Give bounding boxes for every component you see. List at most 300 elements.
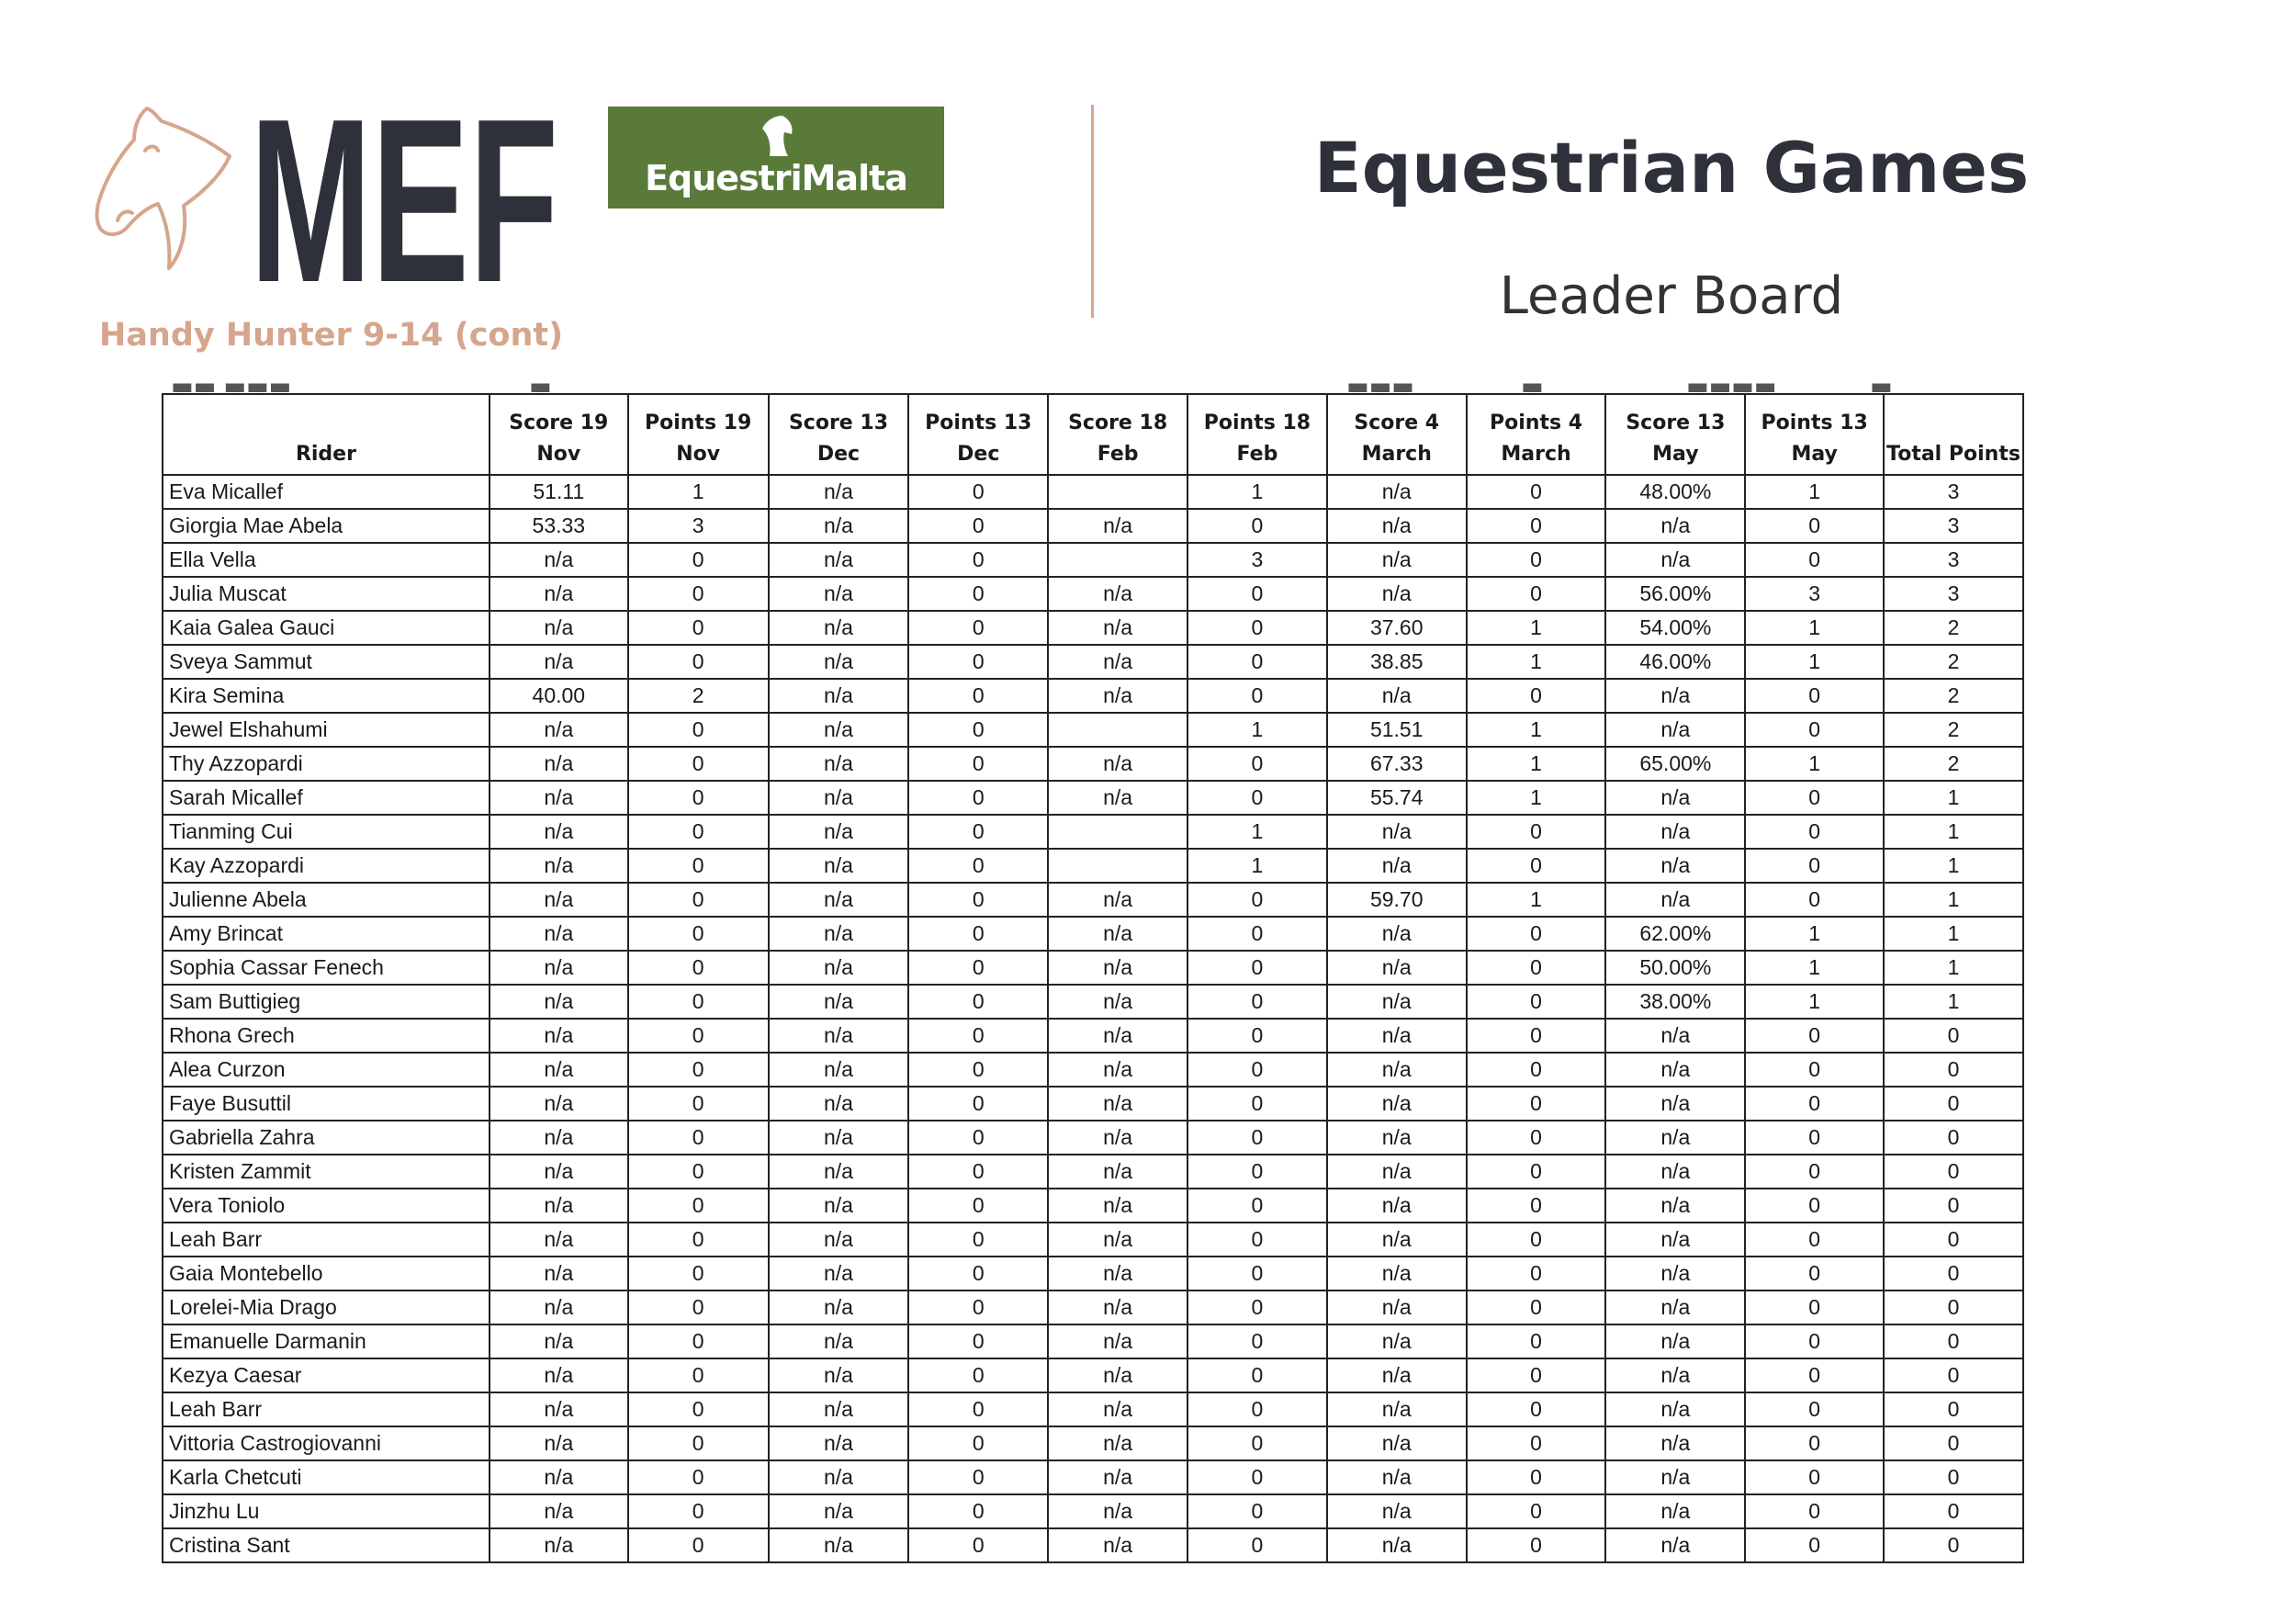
score-cell: n/a bbox=[1605, 679, 1745, 713]
table-row bbox=[163, 815, 2023, 849]
score-cell: 0 bbox=[1745, 1324, 1884, 1358]
score-cell: 0 bbox=[1467, 1223, 1606, 1257]
score-cell: n/a bbox=[1605, 713, 1745, 747]
score-cell: 0 bbox=[908, 951, 1048, 985]
score-cell: 0 bbox=[1467, 475, 1606, 509]
rider-name-cell: Vera Toniolo bbox=[163, 1189, 490, 1223]
score-cell: n/a bbox=[490, 781, 628, 815]
score-cell: 0 bbox=[908, 1358, 1048, 1392]
score-cell: n/a bbox=[1327, 475, 1467, 509]
score-cell: 0 bbox=[1884, 1426, 2023, 1460]
score-cell: n/a bbox=[1048, 1087, 1187, 1121]
score-cell: n/a bbox=[490, 1460, 628, 1494]
score-cell: 0 bbox=[908, 917, 1048, 951]
score-cell: 0 bbox=[1187, 781, 1327, 815]
score-cell: 1 bbox=[1745, 985, 1884, 1019]
score-cell: 0 bbox=[628, 781, 769, 815]
rider-name-cell: Gabriella Zahra bbox=[163, 1121, 490, 1155]
score-cell: 0 bbox=[628, 1426, 769, 1460]
score-cell: 0 bbox=[1467, 1494, 1606, 1528]
rider-name-cell: Julienne Abela bbox=[163, 883, 490, 917]
rider-name-cell: Thy Azzopardi bbox=[163, 747, 490, 781]
score-cell: 0 bbox=[1467, 1392, 1606, 1426]
score-cell: n/a bbox=[1605, 1189, 1745, 1223]
score-cell: 0 bbox=[628, 1528, 769, 1562]
score-cell: n/a bbox=[1048, 781, 1187, 815]
score-cell: 0 bbox=[1187, 1189, 1327, 1223]
rider-name-cell: Cristina Sant bbox=[163, 1528, 490, 1562]
score-cell: 1 bbox=[1187, 475, 1327, 509]
score-cell: n/a bbox=[1605, 1460, 1745, 1494]
score-cell: 51.11 bbox=[490, 475, 628, 509]
score-cell: 0 bbox=[1187, 577, 1327, 611]
score-cell: 2 bbox=[1884, 713, 2023, 747]
score-cell: 0 bbox=[908, 985, 1048, 1019]
score-cell: 0 bbox=[1467, 1121, 1606, 1155]
score-cell: n/a bbox=[490, 713, 628, 747]
score-cell: n/a bbox=[769, 951, 909, 985]
table-row bbox=[163, 475, 2023, 509]
score-cell: n/a bbox=[490, 1426, 628, 1460]
score-cell: 0 bbox=[1884, 1528, 2023, 1562]
score-cell: n/a bbox=[490, 883, 628, 917]
rider-name-cell: Sophia Cassar Fenech bbox=[163, 951, 490, 985]
score-cell: n/a bbox=[1605, 1494, 1745, 1528]
score-cell: n/a bbox=[490, 985, 628, 1019]
brand-badge bbox=[608, 107, 944, 209]
score-cell: 62.00% bbox=[1605, 917, 1745, 951]
table-row bbox=[163, 1324, 2023, 1358]
score-cell: n/a bbox=[769, 1189, 909, 1223]
score-cell: n/a bbox=[490, 1291, 628, 1324]
rider-name-cell: Sveya Sammut bbox=[163, 645, 490, 679]
score-cell: 1 bbox=[1467, 781, 1606, 815]
score-cell: n/a bbox=[769, 1426, 909, 1460]
column-header: Score 18 Feb bbox=[1048, 394, 1187, 475]
score-cell: n/a bbox=[1048, 1358, 1187, 1392]
table-row bbox=[163, 1426, 2023, 1460]
score-cell: 0 bbox=[908, 679, 1048, 713]
score-cell: 1 bbox=[1187, 849, 1327, 883]
score-cell: 0 bbox=[908, 747, 1048, 781]
rider-name-cell: Amy Brincat bbox=[163, 917, 490, 951]
score-cell: 0 bbox=[1884, 1358, 2023, 1392]
score-cell: 0 bbox=[1467, 543, 1606, 577]
score-cell: n/a bbox=[1048, 1189, 1187, 1223]
score-cell: n/a bbox=[490, 1324, 628, 1358]
column-header: Points 13 Dec bbox=[908, 394, 1048, 475]
score-cell: n/a bbox=[1327, 1155, 1467, 1189]
score-cell: 0 bbox=[1187, 1087, 1327, 1121]
score-cell: 0 bbox=[1745, 1121, 1884, 1155]
column-header: Total Points bbox=[1884, 394, 2023, 475]
score-cell: n/a bbox=[769, 1019, 909, 1053]
score-cell: n/a bbox=[1327, 1121, 1467, 1155]
score-cell: 0 bbox=[1467, 509, 1606, 543]
score-cell: 3 bbox=[1884, 577, 2023, 611]
table-row bbox=[163, 1087, 2023, 1121]
score-cell: 0 bbox=[628, 1121, 769, 1155]
score-cell: n/a bbox=[1048, 611, 1187, 645]
score-cell: 0 bbox=[628, 1494, 769, 1528]
score-cell: 1 bbox=[1467, 713, 1606, 747]
score-cell: 1 bbox=[1884, 917, 2023, 951]
score-cell: n/a bbox=[1048, 577, 1187, 611]
score-cell: 0 bbox=[1187, 1223, 1327, 1257]
score-cell: 3 bbox=[1745, 577, 1884, 611]
score-cell: 0 bbox=[908, 1019, 1048, 1053]
score-cell: 0 bbox=[1467, 1019, 1606, 1053]
score-cell: 0 bbox=[628, 849, 769, 883]
score-cell: n/a bbox=[1048, 747, 1187, 781]
score-cell: 0 bbox=[1467, 1291, 1606, 1324]
score-cell: 2 bbox=[1884, 611, 2023, 645]
score-cell: 0 bbox=[628, 1223, 769, 1257]
score-cell: n/a bbox=[490, 1019, 628, 1053]
score-cell: n/a bbox=[1327, 543, 1467, 577]
score-cell: 0 bbox=[628, 747, 769, 781]
rider-name-cell: Lorelei-Mia Drago bbox=[163, 1291, 490, 1324]
table-row bbox=[163, 1392, 2023, 1426]
score-cell: 0 bbox=[908, 1392, 1048, 1426]
score-cell: n/a bbox=[769, 475, 909, 509]
score-cell: 0 bbox=[1884, 1257, 2023, 1291]
table-row bbox=[163, 1528, 2023, 1562]
score-cell: n/a bbox=[1605, 1087, 1745, 1121]
score-cell: 0 bbox=[1884, 1324, 2023, 1358]
score-cell: n/a bbox=[769, 1155, 909, 1189]
score-cell: 0 bbox=[1187, 1019, 1327, 1053]
score-cell: n/a bbox=[490, 951, 628, 985]
rider-name-cell: Rhona Grech bbox=[163, 1019, 490, 1053]
score-cell: 0 bbox=[1467, 951, 1606, 985]
score-cell: 0 bbox=[1467, 1460, 1606, 1494]
table-row bbox=[163, 645, 2023, 679]
score-cell: 0 bbox=[628, 611, 769, 645]
score-cell: n/a bbox=[769, 917, 909, 951]
score-cell: 0 bbox=[1467, 1155, 1606, 1189]
score-cell: 1 bbox=[1745, 475, 1884, 509]
score-cell: 0 bbox=[1467, 1528, 1606, 1562]
score-cell: 0 bbox=[1745, 1155, 1884, 1189]
score-cell: 0 bbox=[908, 815, 1048, 849]
score-cell: n/a bbox=[490, 543, 628, 577]
score-cell: n/a bbox=[1605, 1223, 1745, 1257]
score-cell: 0 bbox=[628, 951, 769, 985]
table-row bbox=[163, 1257, 2023, 1291]
score-cell: 1 bbox=[1745, 917, 1884, 951]
score-cell: n/a bbox=[490, 1087, 628, 1121]
column-header: Score 13 May bbox=[1605, 394, 1745, 475]
score-cell: 0 bbox=[628, 1087, 769, 1121]
table-row bbox=[163, 679, 2023, 713]
rider-name-cell: Giorgia Mae Abela bbox=[163, 509, 490, 543]
score-cell: n/a bbox=[1605, 1528, 1745, 1562]
rider-name-cell: Julia Muscat bbox=[163, 577, 490, 611]
score-cell: n/a bbox=[769, 747, 909, 781]
score-cell: 56.00% bbox=[1605, 577, 1745, 611]
score-cell: 0 bbox=[1467, 1053, 1606, 1087]
score-cell: 0 bbox=[1745, 1087, 1884, 1121]
score-cell: 0 bbox=[1187, 1291, 1327, 1324]
rider-name-cell: Karla Chetcuti bbox=[163, 1460, 490, 1494]
score-cell: n/a bbox=[1605, 1257, 1745, 1291]
score-cell: 0 bbox=[908, 577, 1048, 611]
score-cell: 0 bbox=[1187, 1392, 1327, 1426]
score-cell: 0 bbox=[628, 883, 769, 917]
score-cell: n/a bbox=[1048, 1121, 1187, 1155]
score-cell: 0 bbox=[908, 1494, 1048, 1528]
score-cell: n/a bbox=[1605, 1392, 1745, 1426]
score-cell: 0 bbox=[1745, 1494, 1884, 1528]
score-cell: n/a bbox=[1048, 1392, 1187, 1426]
brand-name: EquestriMalta bbox=[645, 158, 907, 198]
score-cell: n/a bbox=[490, 1257, 628, 1291]
page-title: Equestrian Games bbox=[1313, 127, 2030, 209]
score-cell: n/a bbox=[769, 645, 909, 679]
score-cell: 0 bbox=[1745, 713, 1884, 747]
table-row bbox=[163, 747, 2023, 781]
score-cell: n/a bbox=[490, 1392, 628, 1426]
score-cell: 1 bbox=[1884, 883, 2023, 917]
table-row bbox=[163, 1460, 2023, 1494]
score-cell: 0 bbox=[628, 1291, 769, 1324]
score-cell: 0 bbox=[1187, 1460, 1327, 1494]
score-cell: 0 bbox=[1187, 679, 1327, 713]
score-cell: 53.33 bbox=[490, 509, 628, 543]
rider-name-cell: Sarah Micallef bbox=[163, 781, 490, 815]
score-cell: 0 bbox=[628, 577, 769, 611]
score-cell: n/a bbox=[1048, 1528, 1187, 1562]
logo-text: MEF bbox=[250, 92, 558, 303]
score-cell: n/a bbox=[1605, 815, 1745, 849]
score-cell: n/a bbox=[1048, 1291, 1187, 1324]
score-cell: n/a bbox=[1048, 1257, 1187, 1291]
table-row bbox=[163, 883, 2023, 917]
score-cell: n/a bbox=[1605, 1291, 1745, 1324]
score-cell: n/a bbox=[1605, 1358, 1745, 1392]
score-cell: 0 bbox=[1467, 1426, 1606, 1460]
score-cell: n/a bbox=[490, 1358, 628, 1392]
score-cell: n/a bbox=[490, 611, 628, 645]
column-header: Points 4 March bbox=[1467, 394, 1606, 475]
score-cell: 0 bbox=[1745, 1528, 1884, 1562]
score-cell: n/a bbox=[769, 679, 909, 713]
score-cell: 0 bbox=[1467, 1189, 1606, 1223]
score-cell: n/a bbox=[769, 1494, 909, 1528]
score-cell: 0 bbox=[908, 611, 1048, 645]
page-subtitle: Leader Board bbox=[1499, 266, 1844, 326]
rider-name-cell: Gaia Montebello bbox=[163, 1257, 490, 1291]
score-cell: 0 bbox=[908, 1053, 1048, 1087]
score-cell: n/a bbox=[1605, 849, 1745, 883]
score-cell: 1 bbox=[1745, 951, 1884, 985]
rider-name-cell: Tianming Cui bbox=[163, 815, 490, 849]
score-cell: n/a bbox=[1327, 509, 1467, 543]
rider-name-cell: Vittoria Castrogiovanni bbox=[163, 1426, 490, 1460]
table-row bbox=[163, 1494, 2023, 1528]
score-cell: n/a bbox=[1048, 645, 1187, 679]
score-cell: 0 bbox=[1745, 1223, 1884, 1257]
rider-name-cell: Jinzhu Lu bbox=[163, 1494, 490, 1528]
score-cell: n/a bbox=[490, 577, 628, 611]
score-cell: 0 bbox=[1187, 1358, 1327, 1392]
score-cell: 0 bbox=[1467, 917, 1606, 951]
score-cell: 0 bbox=[1884, 1155, 2023, 1189]
score-cell: 3 bbox=[1884, 509, 2023, 543]
score-cell: 38.85 bbox=[1327, 645, 1467, 679]
table-row bbox=[163, 1189, 2023, 1223]
table-row bbox=[163, 1121, 2023, 1155]
score-cell: 0 bbox=[628, 815, 769, 849]
score-cell: n/a bbox=[1605, 509, 1745, 543]
rider-name-cell: Leah Barr bbox=[163, 1392, 490, 1426]
score-cell: 0 bbox=[1884, 1121, 2023, 1155]
score-cell: n/a bbox=[1327, 1392, 1467, 1426]
rider-name-cell: Kira Semina bbox=[163, 679, 490, 713]
score-cell: 0 bbox=[1187, 985, 1327, 1019]
score-cell: 0 bbox=[908, 1460, 1048, 1494]
table-row bbox=[163, 985, 2023, 1019]
score-cell: n/a bbox=[490, 815, 628, 849]
score-cell: 0 bbox=[1187, 611, 1327, 645]
score-cell: 0 bbox=[1467, 849, 1606, 883]
score-cell: 1 bbox=[1467, 883, 1606, 917]
score-cell: n/a bbox=[1048, 1460, 1187, 1494]
score-cell: 0 bbox=[628, 1392, 769, 1426]
score-cell: 40.00 bbox=[490, 679, 628, 713]
score-cell: n/a bbox=[769, 577, 909, 611]
score-cell: n/a bbox=[769, 1121, 909, 1155]
score-cell: 0 bbox=[908, 1189, 1048, 1223]
score-cell: 0 bbox=[1745, 543, 1884, 577]
table-row bbox=[163, 1223, 2023, 1257]
score-cell: n/a bbox=[769, 1223, 909, 1257]
score-cell: 0 bbox=[908, 1155, 1048, 1189]
score-cell: n/a bbox=[1048, 1223, 1187, 1257]
score-cell: n/a bbox=[1327, 1426, 1467, 1460]
table-row bbox=[163, 917, 2023, 951]
rider-name-cell: Kristen Zammit bbox=[163, 1155, 490, 1189]
score-cell: n/a bbox=[1605, 781, 1745, 815]
score-cell: n/a bbox=[1327, 917, 1467, 951]
score-cell: 0 bbox=[1745, 1019, 1884, 1053]
score-cell: n/a bbox=[769, 985, 909, 1019]
table-row bbox=[163, 1291, 2023, 1324]
score-cell: 67.33 bbox=[1327, 747, 1467, 781]
score-cell: 2 bbox=[1884, 679, 2023, 713]
score-cell: 0 bbox=[1467, 1324, 1606, 1358]
score-cell: 0 bbox=[628, 543, 769, 577]
score-cell: n/a bbox=[1048, 1053, 1187, 1087]
score-cell: n/a bbox=[769, 611, 909, 645]
column-header: Rider bbox=[163, 394, 490, 475]
score-cell bbox=[1048, 713, 1187, 747]
table-row bbox=[163, 1053, 2023, 1087]
column-header: Points 19 Nov bbox=[628, 394, 769, 475]
score-cell: n/a bbox=[769, 713, 909, 747]
score-cell: n/a bbox=[490, 1494, 628, 1528]
score-cell: 0 bbox=[908, 849, 1048, 883]
score-cell: n/a bbox=[490, 1155, 628, 1189]
score-cell: 0 bbox=[1187, 645, 1327, 679]
score-cell: 0 bbox=[628, 713, 769, 747]
score-cell: n/a bbox=[1048, 1324, 1187, 1358]
rider-name-cell: Leah Barr bbox=[163, 1223, 490, 1257]
score-cell: 0 bbox=[1467, 679, 1606, 713]
column-header: Score 4 March bbox=[1327, 394, 1467, 475]
score-cell: n/a bbox=[769, 1392, 909, 1426]
score-cell: 0 bbox=[908, 1121, 1048, 1155]
score-cell: 54.00% bbox=[1605, 611, 1745, 645]
score-cell: n/a bbox=[1048, 509, 1187, 543]
score-cell: 0 bbox=[1187, 1494, 1327, 1528]
table-row bbox=[163, 577, 2023, 611]
score-cell: 0 bbox=[908, 1324, 1048, 1358]
rider-name-cell: Eva Micallef bbox=[163, 475, 490, 509]
score-cell: 0 bbox=[908, 475, 1048, 509]
score-cell: n/a bbox=[490, 917, 628, 951]
score-cell: 0 bbox=[1745, 679, 1884, 713]
table-row bbox=[163, 1155, 2023, 1189]
score-cell: 2 bbox=[1884, 747, 2023, 781]
score-cell: 0 bbox=[1187, 1053, 1327, 1087]
score-cell: 0 bbox=[1187, 1324, 1327, 1358]
rider-name-cell: Kaia Galea Gauci bbox=[163, 611, 490, 645]
score-cell: n/a bbox=[769, 1324, 909, 1358]
score-cell: 0 bbox=[1884, 1019, 2023, 1053]
score-cell: 0 bbox=[1187, 1121, 1327, 1155]
score-cell: 0 bbox=[1187, 509, 1327, 543]
score-cell: n/a bbox=[1048, 951, 1187, 985]
score-cell: 0 bbox=[908, 1426, 1048, 1460]
score-cell: 0 bbox=[628, 1257, 769, 1291]
score-cell: 0 bbox=[1745, 815, 1884, 849]
score-cell: 0 bbox=[628, 985, 769, 1019]
rider-name-cell: Alea Curzon bbox=[163, 1053, 490, 1087]
score-cell: n/a bbox=[769, 509, 909, 543]
score-cell: 1 bbox=[1187, 815, 1327, 849]
score-cell: 0 bbox=[1745, 1053, 1884, 1087]
table-row bbox=[163, 1019, 2023, 1053]
score-cell: 0 bbox=[908, 645, 1048, 679]
score-cell: 0 bbox=[1187, 1257, 1327, 1291]
score-cell: 0 bbox=[908, 781, 1048, 815]
score-cell: 0 bbox=[1745, 1460, 1884, 1494]
horse-head-icon bbox=[97, 108, 231, 268]
score-cell: 48.00% bbox=[1605, 475, 1745, 509]
score-cell: n/a bbox=[1048, 1494, 1187, 1528]
rider-name-cell: Ella Vella bbox=[163, 543, 490, 577]
score-cell: 50.00% bbox=[1605, 951, 1745, 985]
score-cell: n/a bbox=[1327, 1053, 1467, 1087]
score-cell: 0 bbox=[1467, 1087, 1606, 1121]
score-cell: n/a bbox=[1327, 1257, 1467, 1291]
score-cell: 3 bbox=[1884, 475, 2023, 509]
score-cell: 0 bbox=[1467, 815, 1606, 849]
score-cell: n/a bbox=[490, 849, 628, 883]
score-cell: 0 bbox=[1745, 849, 1884, 883]
cut-off-previous-row: ▬▬ ▬▬▬ ▬ ▬▬▬ ▬ ▬▬▬▬ ▬ bbox=[171, 373, 1893, 393]
score-cell: n/a bbox=[769, 1460, 909, 1494]
score-cell: 1 bbox=[1884, 815, 2023, 849]
score-cell: 0 bbox=[628, 917, 769, 951]
score-cell: n/a bbox=[1327, 1358, 1467, 1392]
table-row bbox=[163, 611, 2023, 645]
score-cell: n/a bbox=[1048, 1426, 1187, 1460]
score-cell: n/a bbox=[769, 781, 909, 815]
score-cell: 1 bbox=[1745, 645, 1884, 679]
